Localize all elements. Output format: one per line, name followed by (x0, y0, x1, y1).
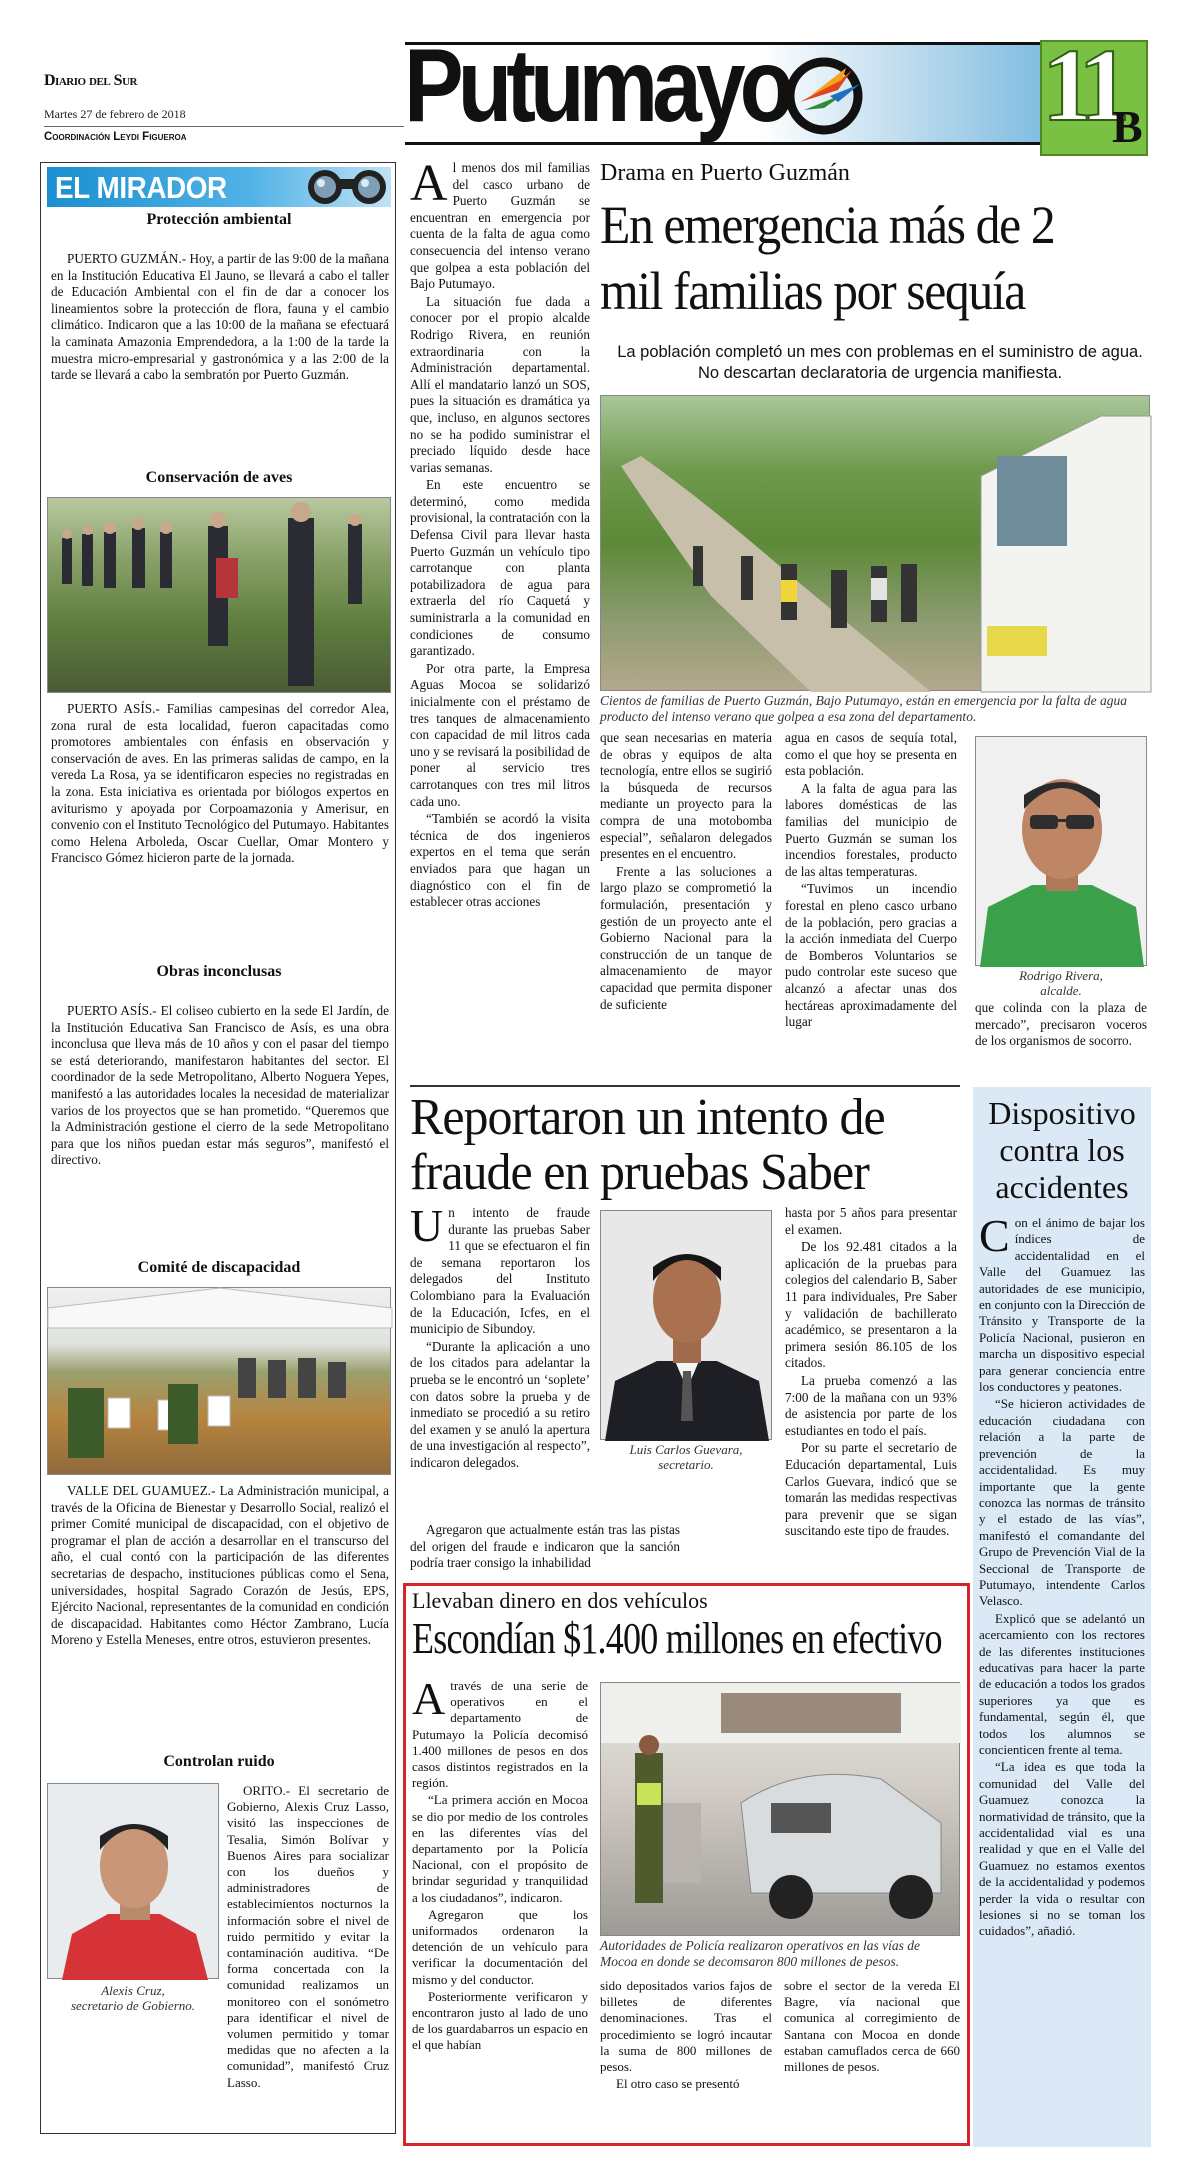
saber-lead-text: n intento de fraude durante las pruebas Saber 11 que se efectuaron el fin de semana reportaron los delegados del Instituto Colombiano para la Evaluación de la Educación, Icfes, en el municipio de Sibundoy. (410, 1205, 590, 1337)
rodrigo-rivera-photo (975, 736, 1147, 966)
drop-cap: A (410, 155, 448, 212)
paragraph: sido depositados varios fajos de billetes de diferentes denominaciones. Tras el procedimiento se logró incautar la suma de 800 millones de pesos. (600, 1978, 772, 2075)
paragraph: “También se acordó la visita técnica de dos ingenieros expertos en el tema que serán enviados para que hagan un diagnóstico con el fin de establecer otras acciones (410, 811, 590, 910)
mayor-caption-role: alcalde. (1040, 983, 1082, 998)
dinero-photo-caption: Autoridades de Policía realizaron operativos en las vías de Mocoa en donde se decomsaron 800 millones de pesos. (600, 1938, 920, 1969)
paragraph: El otro caso se presentó (616, 2076, 740, 2092)
paragraph: agua en casos de sequía total, como el que hoy se presenta en esta población. (785, 730, 957, 779)
dinero-lead-text: través de una serie de operativos en el departamento de Putumayo la Policía decomisó 1.400 millones de pesos en dos casos distintos registrados en la región. (412, 1678, 588, 1791)
dinero-kicker: Llevaban dinero en dos vehículos (412, 1588, 708, 1613)
dinero-headline: Escondían $1.400 millones en efectivo (412, 1614, 942, 1663)
main-story-summary-2: No descartan declaratoria de urgencia manifiesta. (697, 364, 1063, 382)
paper-logo: Diario del Sur (44, 72, 137, 89)
dinero-frame (403, 1583, 970, 2146)
saber-headline: Reportaron un intento de fraude en pruebas Saber (410, 1089, 885, 1201)
main-story-summary-1: La población completó un mes con problemas en el suministro de agua. (617, 343, 1143, 361)
main-col-3 (785, 730, 957, 1032)
main-col-1-text: l menos dos mil familias del casco urbano de Puerto Guzmán se encuentran en emergencia por cuenta de la falta de agua como consecuencia del intenso verano que golpea a esta población del Bajo Putumayo. (410, 160, 590, 292)
paragraph: De los 92.481 citados a la aplicación de la pruebas para colegios del calendario B, Saber 11 para individuales, Pre Saber y validación de bachillerato académico, se presentaron a la primera sesión 86.105 de los citados. (785, 1239, 957, 1371)
dispositivo-body (979, 1210, 1145, 1941)
dispositivo-lead-text: on el ánimo de bajar los índices de accidentalidad en el Valle del Guamuez las autoridades de ese municipio, en conjunto con la Dirección de Tránsito y Transporte de la Policía Nacional, pusieron en marcha un dispositivo especial para generar conciencia entre los conductores y peatones. (979, 1215, 1145, 1395)
paragraph: La situación fue dada a conocer por el propio alcalde Rodrigo Rivera, en reunión extraordinaria con la Administración departamental. Allí el mandatario lanzó un SOS, pues la situación es dramática ya que, incluso, en algunos sectores no se ha podido suministrar el preciado líquido desde hace varias semanas. (410, 293, 590, 475)
mirador-column (40, 162, 396, 2134)
saber-col-1 (410, 1200, 590, 1473)
luis-guevara-photo (600, 1210, 772, 1440)
masthead-coord: Coordinación Leydi Figueroa (44, 131, 187, 143)
paragraph: Posteriormente verificaron y encontraron justo al lado de uno de los guardabarros un espacio en el que habían (412, 1988, 588, 2053)
saber-col-3 (785, 1205, 957, 1541)
drop-cap: A (412, 1673, 446, 1724)
saber-wide-paragraph (410, 1522, 680, 1573)
drought-road-photo (600, 395, 1150, 691)
drop-cap: C (979, 1210, 1010, 1261)
page-number: 11 (1042, 28, 1121, 143)
police-car-photo (600, 1682, 960, 1936)
dinero-col-3 (784, 1978, 960, 2076)
paragraph: A la falta de agua para las labores domésticas de las familias del municipio de Puerto Guzmán se suman los incendios forestales, producto de las altas temperaturas. (785, 780, 957, 879)
main-col-4 (975, 1000, 1147, 1051)
main-photo-caption: Cientos de familias de Puerto Guzmán, Bajo Putumayo, están en emergencia por la falta de agua producto del intenso verano que golpea a esa zona del departamento. (600, 693, 1128, 724)
dinero-col-2 (600, 1978, 772, 2093)
masthead-date: Martes 27 de febrero de 2018 (44, 107, 186, 121)
article-body-proteccion (51, 251, 389, 385)
section-title: Putumayo (404, 28, 789, 144)
dinero-lead (412, 1673, 588, 1791)
mayor-caption-name: Rodrigo Rivera, (1019, 968, 1103, 983)
paragraph: Frente a las soluciones a largo plazo se comprometió la formulación, presentación y gestión de un proyecto ante el Gobierno Nacional para la construcción de un tanque de almacenamiento de mayor capacidad que permita disponer de suficiente (600, 863, 772, 1012)
paragraph: ORITO.- El secretario de Gobierno, Alexis Cruz Lasso, visitó las inspecciones de Tesalia, Simón Bolívar y Buenos Aires para socializar con los dueños y administradores de establecimientos nocturnos la información sobre el nivel de ruido permitido y evitar la contaminación auditiva. “De forma concertada con la comunidad realizamos un monitoreo con el sonómetro para identificar el nivel de volumen permitido y tomar medidas que no afecten a la comunidad”, manifestó Cruz Lasso. (227, 1783, 389, 2090)
paragraph: VALLE DEL GUAMUEZ.- La Administración municipal, a través de la Oficina de Bienestar y Desarrollo Social, realizó el primer Comité municipal de discapacidad, con el objetivo de programar el plan de acción a desarrollar en el transcurso del año, el cual contó con la participación de las diferentes secretarias de despacho, instituciones públicas como el Sena, universidades, hospital Sagrado Corazón de Jesús, EPS, Ejército Nacional, representantes de la comunidad en condición de discapacidad. Habitantes como Héctor Zambrano, Lucía Moreno y Estella Meneses, entre otros, estuvieron presentes. (51, 1483, 389, 1648)
committee-meeting-photo (47, 1287, 391, 1475)
paragraph: Explicó que se adelantó un acercamiento con los rectores de las diferentes instituciones educativas para hacer la parte de educación a todos los grados superiores ya que es fundamental, según él, que todos los alumnos se concienticen frente al tema. (979, 1610, 1145, 1757)
paragraph: que sean necesarias en materia de obras y equipos de alta tecnología, entre ellos se sugirió la búsqueda de recursos mediante un proyecto para la compra de una motobomba especial”, señalaron delegados presentes en el encuentro. (600, 730, 772, 862)
paragraph: En este encuentro se determinó, como medida provisional, la contratación con la Defensa Civil para llevar hasta Puerto Guzmán un vehículo tipo carrotanque con planta potabilizadora de agua para extraerla del río Caquetá y suministrarla a la comunidad en condiciones de consumo garantizado. (410, 477, 590, 659)
masthead (0, 0, 1186, 160)
article-title-aves: Conservación de aves (145, 469, 293, 486)
paragraph: sobre el sector de la vereda El Bagre, vía nacional que comunica al corregimiento de Santana con Mocoa en donde estaban camuflados cerca de 660 millones de pesos. (784, 1978, 960, 2075)
paragraph: Agregaron que los uniformados ordenaron la detención de un vehículo para verificar la documentación del mismo y del conductor. (412, 1906, 588, 1987)
guevara-caption-name: Luis Carlos Guevara, (629, 1442, 743, 1457)
paragraph: Agregaron que actualmente están tras las pistas del origen del fraude e indicaron que la sanción podría traer consigo la inhabilidad (410, 1522, 680, 1571)
alexis-cruz-photo (47, 1783, 219, 1979)
paragraph: “Se hicieron actividades de educación ciudadana con relación a la parte de prevención de la accidentalidad. Es muy importante que la gente conozca las normas de tránsito y el estado de las vías”, manifestó el comandante del Grupo de Prevención Vial de la Seccional de Transporte de Putumayo, intendente Carlos Velasco. (979, 1396, 1145, 1609)
main-col-1 (410, 155, 590, 912)
dinero-col-1 (412, 1673, 588, 2055)
paragraph: “La primera acción en Mocoa se dio por medio de los controles en las diferentes vías del departamento por la Policía Nacional, con el propósito de brindar seguridad y tranquilidad a los ciudadanos”, indicaron. (412, 1792, 588, 1905)
paragraph: “La idea es que toda la comunidad del Valle del Guamuez conozca la normatividad de tránsito, que la accidentalidad vial es una realidad y que en el Valle del Guamuez no estamos exentos de la accidentalidad y podemos perder la vida o resultar con lesiones si no se toman los cuidados”, añadió. (979, 1759, 1145, 1939)
article-body-aves (51, 701, 389, 868)
paragraph: PUERTO ASÍS.- Familias campesinas del corredor Alea, zona rural de esta localidad, fueron capacitadas como promotores ambientales con énfasis en observación y conservación de aves. En las primeras salidas de campo, en la vereda La Rosa, ya se identificaron especies no registradas en la zona. Esta iniciativa es orientada por biólogos expertos en aviturismo y apoyada por Corpoamazonia y Amerisur, en convenio con el Instituto Tecnológico del Putumayo. Habitantes como Helena Arboleda, Oscar Cuellar, Omar Montero y Francisco Gómez hicieron parte de la jornada. (51, 701, 389, 866)
saber-lead (410, 1200, 590, 1338)
dispositivo-box (973, 1087, 1151, 2147)
page-letter: B (1112, 101, 1143, 152)
paragraph: Por otra parte, la Empresa Aguas Mocoa se solidarizó inicialmente con el préstamo de tres tanques de almacenamiento con capacidad de mil litros cada uno y se revisará la posibilidad de poner al servicio tres carrotanques con tres mil litros cada uno. (410, 660, 590, 809)
paragraph: Por su parte el secretario de Educación departamental, Luis Carlos Guevara, indicó que se tomarán las medidas respectivas para prevenir que se sigan suscitando este tipo de fraudes. (785, 1440, 957, 1539)
article-title-ruido: Controlan ruido (163, 1753, 275, 1770)
article-title-proteccion: Protección ambiental (146, 211, 292, 228)
article-title-discapacidad: Comité de discapacidad (137, 1259, 301, 1276)
bird-of-paradise-icon (780, 50, 870, 140)
paragraph: “Durante la aplicación a uno de los citados para adelantar la prueba se le encontró un ‘soplete’ con datos sobre la prueba y de inmediato se procedió a su retiro del examen y se anuló la apertura de una investigación al respecto”, indicaron delegados. (410, 1338, 590, 1470)
main-story-headline: En emergencia más de 2 mil familias por sequía (600, 195, 1055, 321)
paragraph: “Tuvimos un incendio forestal en pleno casco urbano de la población, pero gracias a la acción inmediata del Cuerpo de Bomberos Voluntarios se pudo controlar este suceso que alcanzó a afectar unas dos hectáreas aproximadamente del lugar (785, 881, 957, 1030)
bird-watchers-photo (47, 497, 391, 693)
paragraph: hasta por 5 años para presentar el examen. (785, 1205, 957, 1237)
main-col-2 (600, 730, 772, 1014)
photo-caption-role: secretario de Gobierno. (70, 1998, 196, 2013)
masthead-rule (44, 126, 404, 127)
mirador-banner (47, 167, 391, 207)
binoculars-icon (305, 167, 389, 207)
drop-cap: U (410, 1200, 444, 1251)
article-body-ruido (227, 1783, 389, 2090)
main-col-1-lead (410, 155, 590, 293)
dispositivo-lead (979, 1210, 1145, 1395)
article-body-discapacidad (51, 1483, 389, 1650)
paragraph: PUERTO GUZMÁN.- Hoy, a partir de las 9:00 de la mañana en la Institución Educativa El Jauno, se llevará a cabo el taller de Educación Ambiental con el fin de dar a conocer los lineamientos sobre la protección de flora, fauna y el cambio climático. Indicaron que a las 10:00 de la mañana se efectuará la caminata Amazonia Emprendedora, a la 1:00 de la tarde la muestra micro-empresarial y gastronómica y a las 2:00 de la tarde se llevará a cabo la sembratón por Puerto Guzmán. (51, 251, 389, 383)
article-title-obras: Obras inconclusas (156, 963, 282, 980)
paragraph: que colinda con la plaza de mercado”, precisaron voceros de los organismos de socorro. (975, 1000, 1147, 1049)
article-body-obras (51, 1003, 389, 1170)
paragraph: La prueba comenzó a las 7:00 de la mañana con un 93% de asistencia por parte de los estudiantes en todo el país. (785, 1372, 957, 1438)
section-divider (410, 1085, 960, 1087)
main-story-kicker: Drama en Puerto Guzmán (600, 160, 850, 186)
paragraph: PUERTO ASÍS.- El coliseo cubierto en la sede El Jardín, de la Institución Educativa San Francisco de Asís, es una obra inconclusa que lleva más de 10 años y con el pasar del tiempo se está deteriorando, manifestaron habitantes del sector. El coordinador de la sede Metropolitano, Alberto Noguera Yepes, manifestó a las autoridades locales la necesidad de materializar varios de los proyectos que se han prometido. “Queremos que la Administración gestione el cierro de la sede Metropolitano para que los niños puedan estar más seguros”, manifestó el directivo. (51, 1003, 389, 1168)
mirador-banner-title: EL MIRADOR (55, 170, 227, 205)
photo-caption-name: Alexis Cruz, (101, 1983, 165, 1998)
guevara-caption-role: secretario. (658, 1457, 714, 1472)
dispositivo-headline: Dispositivo contra los accidentes (988, 1095, 1136, 1205)
